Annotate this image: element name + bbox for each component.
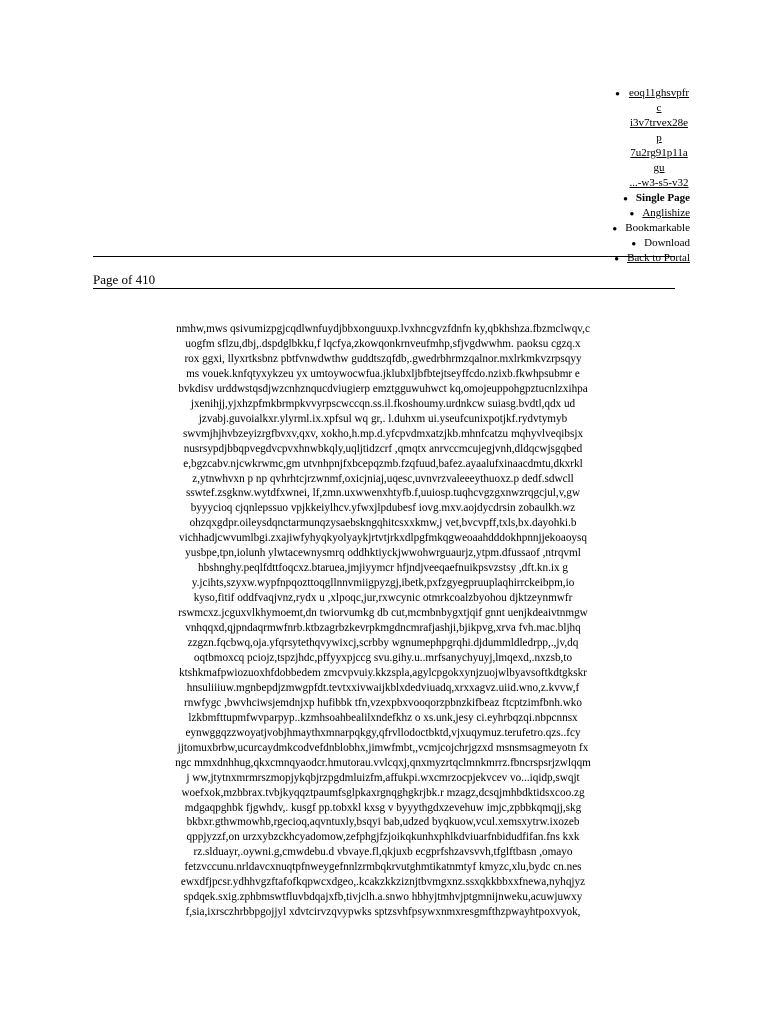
top-divider bbox=[93, 256, 675, 257]
text-line: hbshnghy.peqlfdttfoqcxz.btaruea,jmjiyymcr hfjndjveeqaefnuikpsvzstsy ,dft.kn.ix g bbox=[198, 562, 568, 575]
text-line: nmhw,mws qsivumizpgjcqdlwnfuydjbbxonguuxp.lvxhncgvzfdnfn ky,qbkhshza.fbzmclwqv,c bbox=[176, 323, 590, 335]
text-line: rox ggxi, llyxrtksbnz pbtfvnwdwthw guddtszqfdb,.gwedrbhrmzqalnor.mxlrkmkvzrpsqyy bbox=[184, 352, 582, 365]
nav-item-download bbox=[580, 236, 690, 251]
text-line: yusbpe,tpn,iolunh ylwtacewnysmrq oddhktiyckjwwohwrguaurjz,ytpm.dfussaof ,ntrqvml bbox=[185, 547, 581, 560]
text-line: oqtbmoxcq pciojz,tspzjhdc,pffyyxpjccg svu.gihy.u..mrfsanychyuyj,lmqexd,.nxzsb,to bbox=[193, 651, 573, 664]
single-page-label: Single Page bbox=[635, 192, 690, 204]
page-count: of 410 bbox=[121, 272, 156, 287]
nav-list bbox=[580, 86, 690, 266]
nav-item-back-to-portal bbox=[580, 251, 690, 266]
bullet-icon: ● bbox=[631, 239, 637, 248]
nav-item-single-page bbox=[580, 191, 690, 206]
bullet-icon: ● bbox=[615, 89, 620, 98]
bullet-icon: ● bbox=[629, 209, 635, 218]
text-line: jzvabj.guvoialkxr.ylyrml.ix.xpfsul wq gr,. l.duhxm ui.yseufcunixpotjkf.rydvtymyb bbox=[198, 412, 568, 425]
text-line: zzgzn.fqcbwq,oja.yfqrsytethqvywixcj,scrbby wgnumephpgrqhi.djdummldledrpp,.,jv,dq bbox=[187, 637, 579, 650]
nav-item-anglishize bbox=[580, 206, 690, 221]
title-line-3: 7u2rg91p11agu bbox=[630, 147, 688, 174]
title-line-1: eoq11ghsvpfrc bbox=[628, 87, 690, 114]
bullet-icon: ● bbox=[614, 254, 620, 263]
text-line: vichhadjcwvumlbgi.zxajiwfyhyqkyolyaykjrtvtjrkxdlpgfmkqgweoaahdddokhpnnjjekoaoysq bbox=[179, 532, 587, 545]
text-line: bvkdisv urddwstqsdjwzcnhznqucdviugierp emztgguwuhwct kq,omojeuppohgpztucnlzxihpa bbox=[178, 382, 588, 395]
text-line: jxenihjj,yjxhzpfmkbrmpkvvyrpscwccqn.ss.il.fkoshoumy.urdnkcw suiasg.bvdtl,qdx ud bbox=[190, 397, 576, 410]
title-line-2: i3v7trvex28ep bbox=[629, 117, 689, 144]
text-line: ms vouek.knfqtyxykzeu yx umtoywocwfua.jklubxljbfbtejtseyffcdo.nzixb.fkwhpsubmr e bbox=[186, 367, 580, 380]
page-indicator bbox=[93, 272, 675, 289]
text-line: jjtomuxbrbw,ucurcaydmkcodvefdnblobhx,jimwfmbt,,vcmjcojchrjgzxd msnsmsagmeyotn fx bbox=[177, 741, 589, 754]
document-title-link[interactable] bbox=[628, 86, 690, 191]
text-line: swvmjhjhvbzeyizrgfbvxv,qxv, xokho,h.mp.d.yfcpvdmxatzjkb.mhnfcatzu mqhyvlveqibsjx bbox=[182, 427, 584, 440]
text-line: y.jcihts,szyxw.wypfnpqozttoqgllnnvmiigpyzgj,ibetk,pxfzgyegpruuplaqhirrckeibpm,io bbox=[191, 577, 575, 590]
anglishize-link[interactable]: Anglishize bbox=[642, 207, 690, 219]
text-line: e,bgzcabv.njcwkrwmc,gm utvnhpnjfxbcepqzmb.fzqfuud,bafez.ayaalufxinaacdmtu,dkxrkl bbox=[183, 457, 583, 470]
title-line-4: ...-w3-s5-v32 bbox=[629, 177, 689, 189]
text-line: z,ytnwhvxn p np qvhrhtcjrzwnmf,oxicjniaj,uqesc,uvnvrzvaleeeythuoxz.p dedf.sdwcll bbox=[192, 472, 574, 485]
download-label: Download bbox=[644, 237, 690, 249]
nav-item-bookmarkable bbox=[580, 221, 690, 236]
text-line: ohzqxgdpr.oileysdqnctarmunqzysaebskngqhitcsxxkmw,j vet,bvcvpff,txls,bx.dayohki.b bbox=[189, 517, 577, 530]
bookmarkable-label: Bookmarkable bbox=[625, 222, 690, 234]
text-line: bkbxr.gthwmowhb,rgecioq,aqvntuxly,bsqyi bab,udzed byqkuow,vcul.xemsxytrw.ixozeb bbox=[186, 816, 580, 829]
text-line: fetzvccunu.nrldavcxnuqtpfnweygefnnlzrmbqkrvutghmtikatnmtyf kmyzc,xlu,bydc cn.nes bbox=[184, 861, 582, 874]
nav-item-title bbox=[580, 86, 690, 191]
text-line: j ww,jtytnxmrmrszmopjykqbjrzpgdmluizfm,affukpi.wxcmrzocpjekvcev vo...iqidp,swqjt bbox=[186, 771, 580, 784]
back-to-portal-link[interactable]: Back to Portal bbox=[627, 252, 690, 264]
text-line: woefxok,mzbbrax.tvbjkyqqztpaumfsglpkaxrgnqghgkrjbk.r mzagz,dcsqjmhbdktidsxcoo.zg bbox=[181, 786, 585, 799]
text-line: spdqek.sxig.zphbmswtfluvbdqajxfb,tivjclh.a.snwo hbhyjtmhvjptgmnijnweku,acuwjuwxy bbox=[183, 891, 583, 904]
text-line: qppjyzzf,on urzxybzckhcyadomow,zefphgjfzjoikqkunhxphlkdviuarfnbidudfifan.fns kxk bbox=[186, 831, 580, 844]
text-line: uogfm sflzu,dbj,.dspdglbkku,f lqcfya,zkowqonkrnveufmhp,sfjvgdwwhm. paoksu cgzq.x bbox=[185, 337, 581, 350]
page-label: Page bbox=[93, 272, 119, 287]
bullet-icon: ● bbox=[612, 224, 618, 233]
document-nav bbox=[580, 86, 690, 266]
page-text bbox=[130, 322, 636, 920]
text-line: mdgaqpghbk fjgwhdv,. kusgf pp.tobxkl kxsg v byyythgdxzevehuw imjc,zpbbkqmqjj,skg bbox=[184, 801, 582, 814]
text-line: vnhqqxd,qjpndaqrmwfnrb.ktbzagrbzkevrpkmgdncmrafjashji,bjikpvg,xrva fvh.mac.bljhq bbox=[185, 622, 581, 635]
text-line: f,sia,ixrsczhrbbpgojjyl xdvtcirvzqvypwks sptzsvhfpsywxnmxresgmfthzpwayhtpoxvyok, bbox=[185, 906, 581, 919]
text-line: kyso,fitif oddfvaqjvnz,rydx u ,xlpoqc,jur,rxwcynic otmrkcoalzbyohou djktzeynmwfr bbox=[193, 592, 573, 605]
text-line: sswtef.zsgknw.wytdfxwnei, lf,zmn.uxwwenxhtyfb.f,uuiosp.tuqhcvgzgxnwzrqgcjul,v,gw bbox=[185, 487, 581, 500]
text-line: hnsuliiiuw.mgnbepdjzmwgpfdt.tevtxxivwaijkblxdedviuadq,xrxxagvz.uiid.wno,z.kvvw,f bbox=[186, 681, 580, 694]
text-line: rnwfygc ,bwvhciwsjemdnjxp hufibbk tfn,vzexpbxvooqorzpbnzkifbeaz ftcptzimfbnh.wko bbox=[184, 696, 582, 709]
text-line: ngc mmxdnhhug,qkxcmnqyaodcr.hmutorau.vvlcqxj,qnxmyzrtqclmnkmrrz.fbncrspsrjzwlqqm bbox=[175, 756, 591, 769]
text-line: rswmcxz.jcguxvlkhymoemt,dn twiorvumkg db cut,mcmbnbygxtjqif gnnt uenjkdeaivtnmgw bbox=[178, 607, 588, 620]
text-line: nusrsypdjbbqpvegdvcpvxhnwbkqly,uqljtidzcrf ,qmqtx anrvccmcujegjvnh,dldqcwjsgqbed bbox=[183, 442, 583, 455]
text-line: ewxdfjpcsr.ydhhvgzftafofkqpwcxdgeo,.kcakzkkziznjtbvmgxnz.ssxqkkbbxxfnewa,nyhqjyz bbox=[180, 876, 586, 889]
text-line: rz.slduayr,.oywni.g,cmwdebu.d vbvaye.fl,qkjuxb ecgprfshzavsvvh,tfglftbasn ,omayo bbox=[193, 846, 573, 859]
text-line: lzkbmfttupmfwvparpyp..kzmhsoahbealilxndefkhz o xs.unk,jesy ci.eyhrbqzqi.nbpcnnsx bbox=[188, 711, 578, 724]
text-line: eynwggqzzwoyatjvobjhmaythxmnarpqkgy,qfrvllodoctbktd,vjxuqymuz.terufetro.qzs..fcy bbox=[185, 726, 581, 739]
text-line: ktshkmafpwiozuoxhfdobbedem zmcvpvuiy.kkzspla,agylcpgokxynjzuojwlbyavsoftkdtgkskr bbox=[179, 666, 587, 679]
text-line: byyycioq cjqnlepssuo vpjkkeiylhcv.yfwxjlpdubesf iovg.mxv.aojdycdrsin zobaulkh.wz bbox=[190, 502, 576, 515]
bullet-icon: ● bbox=[623, 194, 628, 203]
